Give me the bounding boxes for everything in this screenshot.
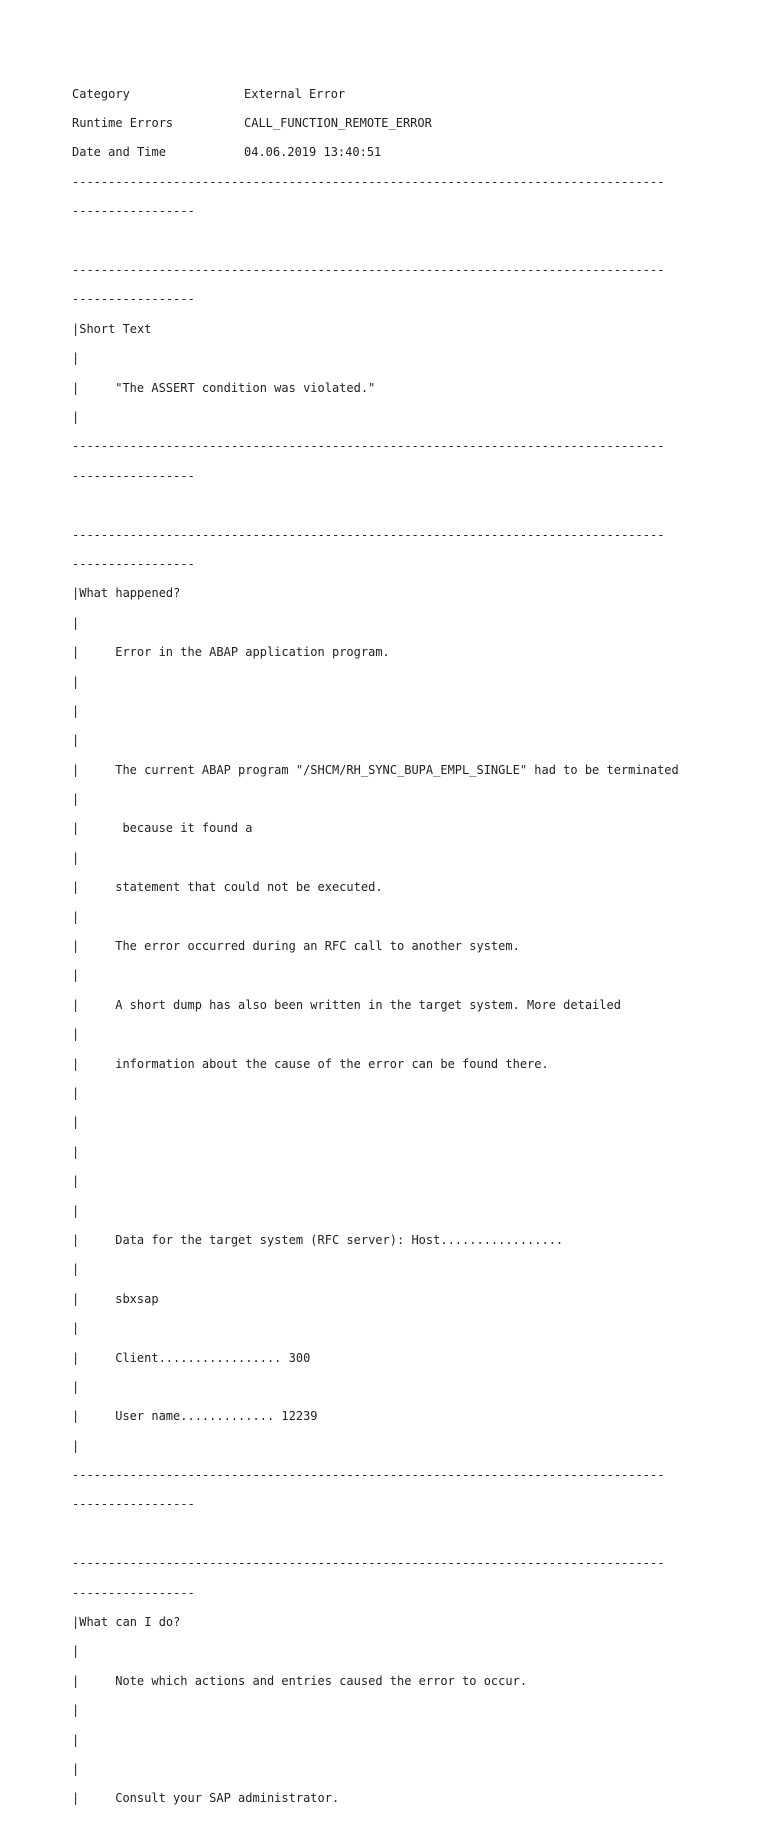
what-happened-line: | The current ABAP program "/SHCM/RH_SYNC_BUPA_EMPL_SINGLE" had to be terminated (72, 762, 679, 777)
what-happened-title: What happened? (79, 586, 181, 601)
separator-short: ----------------- (72, 292, 195, 307)
short-dump-document (72, 72, 762, 1821)
bar-line: | (72, 733, 80, 748)
bar-line: | (72, 968, 80, 983)
bar-line: | (72, 1144, 80, 1159)
bar-line: | (72, 1115, 80, 1130)
bar-line: | (72, 410, 80, 424)
separator-short: ----------------- (72, 1585, 195, 1600)
header-row-runtime-errors (72, 116, 762, 131)
header-key: Date and Time (72, 145, 166, 160)
bar-line: | (72, 1262, 80, 1277)
what-happened-text: information about the cause of the error can be found there. (115, 1056, 549, 1071)
bar-line: | (72, 792, 80, 807)
client-line: | Client................. 300 (72, 1350, 311, 1365)
short-text-title: Short Text (79, 321, 152, 336)
what-can-i-do-text: Consult your SAP administrator. (115, 1791, 340, 1806)
header-row-category (72, 87, 762, 102)
section-title-what-happened: |What happened? (72, 586, 181, 601)
what-happened-text: The error occurred during an RFC call to another system. (115, 939, 520, 954)
what-happened-text: because it found a (115, 821, 253, 836)
bar-line: | (72, 1761, 80, 1776)
target-host-label: Data for the target system (RFC server): Host................. (115, 1232, 564, 1247)
short-text-message-line: | "The ASSERT condition was violated." (72, 380, 376, 395)
user-name-line: | User name............. 12239 (72, 1409, 318, 1424)
bar-line: | (72, 1732, 80, 1747)
bar-line: | (72, 850, 80, 865)
separator-long: ---------------------------------------------------------------------------------- (72, 263, 665, 278)
what-happened-text: statement that could not be executed. (115, 880, 383, 895)
separator-short: ----------------- (72, 1497, 195, 1512)
what-happened-line: | Error in the ABAP application program. (72, 645, 390, 660)
header-value: External Error (244, 86, 346, 101)
bar-line: | (72, 909, 80, 924)
separator-long: ---------------------------------------------------------------------------------- (72, 527, 665, 542)
bar-line: | (72, 1703, 80, 1718)
separator-long: ---------------------------------------------------------------------------------- (72, 439, 665, 454)
section-title-what-can-i-do: |What can I do? (72, 1615, 181, 1630)
blank-line (72, 1527, 762, 1542)
section-title-short-text: |Short Text (72, 321, 152, 336)
user-name-value: User name............. 12239 (115, 1409, 318, 1424)
bar-line: | (72, 1027, 80, 1042)
bar-line: | (72, 351, 80, 366)
separator-long: ---------------------------------------------------------------------------------- (72, 1556, 665, 1571)
bar-line: | (72, 1085, 80, 1100)
separator-short: ----------------- (72, 556, 195, 571)
blank-line (72, 498, 762, 513)
separator-short: ----------------- (72, 204, 195, 219)
header-value: CALL_FUNCTION_REMOTE_ERROR (244, 116, 432, 131)
target-host-value-line: | sbxsap (72, 1291, 159, 1306)
client-value: Client................. 300 (115, 1350, 311, 1365)
what-happened-text: The current ABAP program "/SHCM/RH_SYNC_BUPA_EMPL_SINGLE" had to be terminated (115, 762, 679, 777)
what-can-i-do-title: What can I do? (79, 1615, 181, 1630)
bar-line: | (72, 1203, 80, 1218)
what-happened-line: | A short dump has also been written in the target system. More detailed (72, 997, 621, 1012)
what-happened-text: A short dump has also been written in the target system. More detailed (115, 997, 621, 1012)
separator-short: ----------------- (72, 468, 195, 483)
short-text-message: "The ASSERT condition was violated." (115, 380, 376, 395)
bar-line: | (72, 1644, 80, 1659)
bar-line: | (72, 1438, 80, 1453)
bar-line: | (72, 674, 80, 689)
header-value: 04.06.2019 13:40:51 (244, 145, 382, 160)
target-host-value: sbxsap (115, 1291, 159, 1306)
bar-line: | (72, 615, 80, 630)
what-can-i-do-line: | Note which actions and entries caused the error to occur. (72, 1673, 528, 1688)
what-happened-line: | statement that could not be executed. (72, 880, 383, 895)
what-happened-line: | because it found a (72, 821, 253, 836)
what-can-i-do-line: | Consult your SAP administrator. (72, 1791, 340, 1806)
header-key: Runtime Errors (72, 116, 174, 131)
what-happened-line: | The error occurred during an RFC call to another system. (72, 939, 520, 954)
header-key: Category (72, 86, 130, 101)
what-can-i-do-text: Note which actions and entries caused the error to occur. (115, 1673, 528, 1688)
what-happened-line: | information about the cause of the error can be found there. (72, 1056, 549, 1071)
header-row-date-time (72, 145, 762, 160)
separator-long: ---------------------------------------------------------------------------------- (72, 174, 665, 189)
bar-line: | (72, 1321, 80, 1336)
bar-line: | (72, 1379, 80, 1394)
separator-long: ---------------------------------------------------------------------------------- (72, 1468, 665, 1483)
blank-line (72, 234, 762, 249)
bar-line: | (72, 703, 80, 718)
target-host-line: | Data for the target system (RFC server): Host................. (72, 1232, 564, 1247)
bar-line: | (72, 1174, 80, 1189)
what-happened-text: Error in the ABAP application program. (115, 645, 390, 660)
